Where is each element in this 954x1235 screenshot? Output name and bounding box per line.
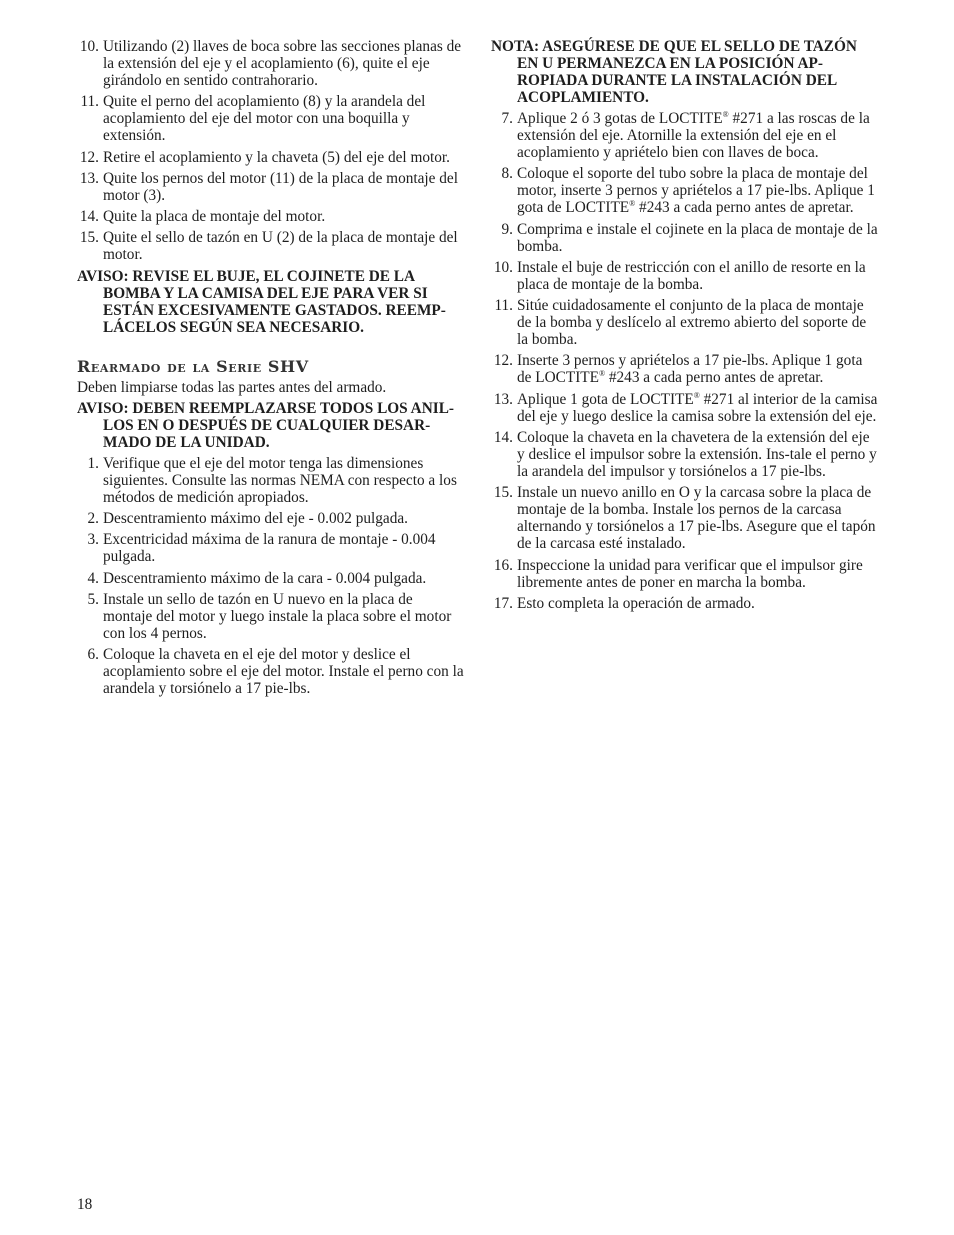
item-text: Descentramiento máximo del eje - 0.002 pulgada. — [103, 510, 408, 528]
item-text — [517, 110, 879, 161]
list-item — [491, 429, 879, 480]
item-text-part: #243 a cada perno antes de apretar. — [635, 199, 854, 217]
item-number: 13. — [79, 169, 99, 187]
item-text-part: Instale un nuevo anillo en O y la carcasa sobre la placa de montaje de la bomba. Instale los pernos de la carcasa alternando y torsiónelos a 17 pie-lbs. Asegure que el tapón de la carcasa esté instalado. — [517, 484, 876, 553]
item-text — [517, 297, 879, 348]
aviso-text: DEBEN REEMPLAZARSE TODOS LOS ANIL-LOS EN O DESPUÉS DE CUALQUIER DESAR-MADO DE LA UNIDAD. — [103, 399, 455, 451]
item-text: Quite el perno del acoplamiento (8) y la arandela del acoplamiento del eje del motor con una boquilla y extensión. — [103, 93, 426, 145]
list-item — [77, 510, 465, 527]
item-text — [517, 165, 879, 216]
disassembly-steps-list — [77, 38, 465, 263]
item-number: 17. — [493, 594, 513, 612]
list-item — [77, 208, 465, 225]
registered-mark: ® — [722, 110, 729, 119]
reassembly-steps-list-continued — [491, 110, 879, 612]
item-text — [517, 484, 879, 552]
item-text: Retire el acoplamiento y la chaveta (5) del eje del motor. — [103, 148, 451, 166]
item-text: Quite los pernos del motor (11) de la placa de montaje del motor (3). — [103, 169, 458, 204]
item-text-part: Aplique 1 gota de LOCTITE — [517, 390, 694, 408]
item-text-part: #271 al interior de la camisa del eje y luego deslice la camisa sobre la extensión del eje. — [517, 390, 878, 425]
item-number: 5. — [87, 590, 99, 608]
list-item — [77, 170, 465, 204]
item-text: Verifique que el eje del motor tenga las dimensiones siguientes. Consulte las normas NEMA con respecto a los métodos de medición apropiados. — [103, 454, 457, 506]
item-text — [517, 429, 879, 480]
nota-text: ASEGÚRESE DE QUE EL SELLO DE TAZÓN EN U PERMANEZCA EN LA POSICIÓN AP-ROPIADA DURANTE LA INSTALACIÓN DEL ACOPLAMIENTO. — [517, 38, 857, 106]
registered-mark: ® — [693, 390, 700, 400]
item-text — [517, 391, 879, 425]
list-item — [77, 38, 465, 89]
item-text-part: #271 a las roscas de la extensión del eje. Atornille la extensión del eje en el acoplamiento y apriételo bien con llaves de boca. — [517, 110, 870, 161]
list-item — [77, 229, 465, 263]
item-number: 8. — [501, 165, 513, 183]
item-number: 3. — [87, 531, 99, 549]
list-item — [77, 455, 465, 506]
registered-mark: ® — [629, 199, 636, 209]
item-text — [517, 595, 879, 612]
item-number: 9. — [501, 220, 513, 238]
nota-label: NOTA: — [491, 38, 540, 55]
page-number: 18 — [77, 1196, 93, 1213]
item-number: 7. — [501, 110, 513, 127]
list-item — [491, 259, 879, 293]
item-number: 4. — [87, 569, 99, 587]
item-number: 15. — [493, 484, 513, 502]
aviso-inspect-notice — [77, 268, 465, 336]
item-text: Descentramiento máximo de la cara - 0.004 pulgada. — [103, 569, 427, 587]
item-text-part: Esto completa la operación de armado. — [517, 594, 755, 612]
list-item — [491, 595, 879, 612]
item-number: 14. — [79, 208, 99, 226]
item-text — [517, 259, 879, 293]
list-item — [77, 591, 465, 642]
list-item — [491, 557, 879, 591]
list-item — [491, 352, 879, 386]
list-item — [491, 110, 879, 161]
section-heading: Rearmado de la Serie SHV — [77, 356, 309, 376]
reassembly-steps-list — [77, 455, 465, 697]
item-text: Instale un sello de tazón en U nuevo en la placa de montaje del motor y luego instale la placa sobre el motor con los 4 pernos. — [103, 590, 452, 642]
item-text-part: Coloque la chaveta en la chavetera de la extensión del eje y deslice el impulsor sobre la extensión. Ins-tale el perno y la arandela del impulsor y torsiónelos a 17 pie-lbs. — [517, 429, 877, 481]
item-number: 2. — [87, 510, 99, 528]
item-number: 12. — [79, 148, 99, 166]
list-item — [77, 570, 465, 587]
item-text-part: Sitúe cuidadosamente el conjunto de la placa de montaje de la bomba y deslícelo al extremo abierto del soporte de la bomba. — [517, 297, 867, 349]
item-text: Quite la placa de montaje del motor. — [103, 208, 326, 226]
item-number: 11. — [494, 297, 513, 315]
item-number: 16. — [493, 556, 513, 574]
item-number: 10. — [79, 38, 99, 55]
item-text-part: Aplique 2 ó 3 gotas de LOCTITE — [517, 110, 723, 127]
item-text: Utilizando (2) llaves de boca sobre las secciones planas de la extensión del eje y el acoplamiento (6), quite el eje girándolo en sentido contrahorario. — [103, 38, 462, 89]
list-item — [491, 484, 879, 552]
item-number: 12. — [493, 352, 513, 370]
item-text-part: Inserte 3 pernos y apriételos a 17 pie-lbs. Aplique 1 gota de LOCTITE — [517, 352, 863, 387]
item-number: 13. — [493, 390, 513, 408]
item-text: Excentricidad máxima de la ranura de montaje - 0.004 pulgada. — [103, 531, 436, 566]
list-item — [491, 221, 879, 255]
intro-paragraph: Deben limpiarse todas las partes antes del armado. — [77, 378, 387, 396]
list-item — [491, 297, 879, 348]
item-text-part: Coloque el soporte del tubo sobre la placa de montaje del motor, inserte 3 pernos y apriételos a 17 pie-lbs. Aplique 1 gota de LOCTITE — [517, 165, 875, 217]
item-number: 1. — [87, 454, 99, 472]
aviso-label: AVISO: — [77, 399, 129, 417]
list-item — [77, 531, 465, 565]
aviso-text: REVISE EL BUJE, EL COJINETE DE LA BOMBA Y LA CAMISA DEL EJE PARA VER SI ESTÁN EXCESIVAMENTE GASTADOS. REEMP-LÁCELOS SEGÚN SEA NECESARIO. — [103, 267, 446, 336]
item-text-part: Instale el buje de restricción con el anillo de resorte en la placa de montaje de la bomba. — [517, 258, 866, 293]
nota-seal-notice — [491, 38, 879, 106]
aviso-label: AVISO: — [77, 267, 129, 285]
item-number: 15. — [79, 229, 99, 247]
item-text-part: #243 a cada perno antes de apretar. — [605, 369, 824, 387]
item-text-part: Inspeccione la unidad para verificar que el impulsor gire libremente antes de poner en marcha la bomba. — [517, 556, 863, 591]
aviso-oring-notice — [77, 400, 465, 451]
list-item — [491, 165, 879, 216]
item-number: 10. — [493, 258, 513, 276]
list-item — [77, 93, 465, 144]
list-item — [77, 646, 465, 697]
item-text: Coloque la chaveta en el eje del motor y deslice el acoplamiento sobre el eje del motor. Instale el perno con la arandela y torsiónelo a 17 pie-lbs. — [103, 646, 464, 698]
item-text — [517, 557, 879, 591]
left-column — [77, 38, 465, 702]
registered-mark: ® — [598, 369, 606, 379]
list-item — [491, 391, 879, 425]
item-text — [517, 352, 879, 386]
item-text — [517, 221, 879, 255]
item-number: 14. — [493, 429, 513, 447]
item-number: 11. — [80, 93, 99, 111]
right-column — [491, 38, 879, 616]
item-number: 6. — [87, 646, 99, 664]
item-text: Quite el sello de tazón en U (2) de la placa de montaje del motor. — [103, 229, 458, 264]
item-text-part: Comprima e instale el cojinete en la placa de montaje de la bomba. — [517, 220, 878, 255]
list-item — [77, 149, 465, 166]
